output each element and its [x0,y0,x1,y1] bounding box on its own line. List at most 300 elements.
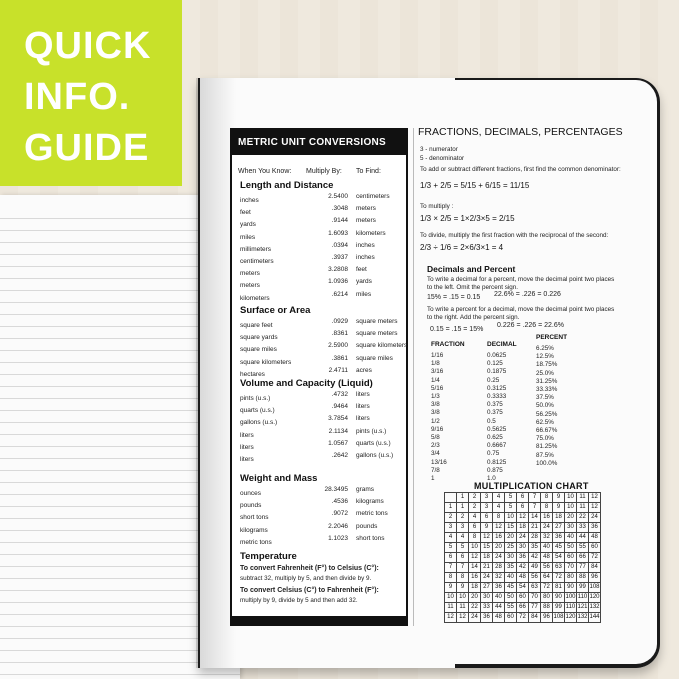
mult-cell: 63 [529,583,541,593]
unit-from: inches [240,197,259,204]
mult-cell: 10 [565,493,577,503]
unit-to: meters [356,205,376,213]
mult-cell: 121 [577,603,589,613]
multiplier: .4732 [331,391,348,398]
unit-from: liters [240,456,254,463]
mult-cell: 132 [589,603,601,613]
unit-from: pints (u.s.) [240,395,271,402]
mult-cell: 12 [445,613,457,623]
mult-row [445,513,601,523]
unit-to: short tons [356,534,385,542]
multiply-note: To multiply : [420,203,454,210]
fraction-table-cell: 1/8 [431,360,440,368]
fraction-table-cell: 1 [431,475,435,482]
mult-cell: 40 [541,543,553,553]
mult-cell: 14 [529,513,541,523]
mult-cell: 30 [517,543,529,553]
mult-cell: 9 [481,523,493,533]
mult-cell: 7 [529,503,541,513]
mult-cell: 55 [577,543,589,553]
mult-cell: 72 [553,573,565,583]
fraction-table-cell: 0.25 [487,376,500,384]
mult-cell: 50 [565,543,577,553]
mult-cell: 33 [577,523,589,533]
fraction-table-cell: 0.3125 [487,384,507,392]
mult-row [445,573,601,583]
unit-to: pints (u.s.) [356,427,387,435]
mult-row [445,533,601,543]
mult-cell: 11 [577,493,589,503]
mult-cell: 6 [481,513,493,523]
add-equation: 1/3 + 2/5 = 5/15 + 6/15 = 11/15 [420,181,530,190]
mult-cell: 108 [589,583,601,593]
temperature-title: Temperature [240,551,297,562]
fraction-table-cell: 0.625 [487,434,503,441]
mult-cell: 2 [469,493,481,503]
multiplier: 2.5400 [328,193,348,200]
unit-from: feet [240,209,251,217]
mult-cell: 35 [529,543,541,553]
mult-cell: 3 [445,523,457,533]
mult-cell: 18 [481,553,493,563]
multiplier: 2.5900 [328,342,348,350]
metric-conversion-panel [230,128,408,626]
mult-cell: 44 [493,603,505,613]
fraction-table-cell: 3/8 [431,401,440,409]
fraction-table-cell: 31.25% [536,377,558,385]
multiplier: 1.0936 [328,278,348,286]
mult-cell: 96 [541,613,553,623]
mult-row [445,543,601,553]
unit-from: meters [240,270,260,278]
multiplier: .3048 [331,205,348,213]
mult-cell: 11 [457,603,469,613]
mult-cell: 30 [481,593,493,603]
unit-to: yards [356,278,372,286]
mult-cell: 6 [445,553,457,563]
mult-cell: 5 [457,543,469,553]
mult-cell: 110 [577,593,589,603]
mult-cell: 8 [457,573,469,583]
metric-section-title: Volume and Capacity (Liquid) [240,378,373,389]
mult-cell: 70 [529,593,541,603]
mult-cell: 80 [565,573,577,583]
divide-equation: 2/3 ÷ 1/6 = 2×6/3×1 = 4 [420,243,504,252]
col-know: When You Know: [238,168,292,175]
fraction-table-cell: 0.6667 [487,442,507,450]
mult-cell: 96 [589,573,601,583]
divide-note: To divide, multiply the first fraction with the reciprocal of the second: [420,232,609,239]
mult-cell: 8 [445,573,457,583]
unit-to: centimeters [356,193,390,200]
metric-footer-bar [232,616,406,624]
multiplier: 1.0567 [328,439,348,447]
mult-cell: 4 [493,503,505,513]
mult-cell: 18 [517,523,529,533]
unit-to: square meters [356,318,398,325]
unit-to: pounds [356,522,378,530]
mult-row [445,603,601,613]
mult-cell: 24 [541,523,553,533]
fraction-table-cell: 1/3 [431,393,440,400]
mult-cell: 88 [577,573,589,583]
denominator-note: 5 - denominator [420,155,465,162]
mult-cell: 27 [553,523,565,533]
mult-cell: 1 [457,503,469,513]
metric-section-title: Surface or Area [240,305,311,316]
mult-cell: 10 [445,593,457,603]
fraction-table-cell: 9/16 [431,425,444,433]
mult-cell: 7 [529,493,541,503]
unit-from: square feet [240,322,273,329]
mult-cell: 18 [553,513,565,523]
mult-cell: 21 [529,523,541,533]
mult-cell: 72 [589,553,601,563]
mult-cell: 12 [481,533,493,543]
multiplier: .0394 [331,241,348,249]
mult-cell: 63 [553,563,565,573]
mult-cell: 8 [541,493,553,503]
mult-cell: 60 [565,553,577,563]
fraction-table-cell: 0.5 [487,417,496,425]
mult-cell: 33 [481,603,493,613]
mult-cell: 77 [529,603,541,613]
fraction-table-cell: 0.8125 [487,458,507,466]
mult-cell: 21 [481,563,493,573]
mult-cell: 10 [469,543,481,553]
mult-cell: 36 [517,553,529,563]
decimals-title: Decimals and Percent [427,264,516,274]
mult-cell: 20 [505,533,517,543]
mult-cell: 55 [505,603,517,613]
multiplier: .3937 [331,254,348,261]
multiplier: 3.7854 [328,415,348,423]
mult-cell: 20 [469,593,481,603]
fraction-table-header: DECIMAL [487,341,517,348]
mult-cell: 99 [553,603,565,613]
mult-cell: 7 [457,563,469,573]
mult-cell: 10 [457,593,469,603]
fraction-table-cell: 56.25% [536,410,558,418]
mult-cell: 9 [553,503,565,513]
mult-cell: 36 [481,613,493,623]
unit-from: square yards [240,334,278,342]
mult-cell: 40 [505,573,517,583]
unit-from: square kilometers [240,358,292,366]
mult-cell: 24 [481,573,493,583]
to-decimal-eq-2: 22.6% = .226 = 0.226 [494,291,561,298]
mult-cell: 6 [469,523,481,533]
mult-cell: 1 [457,493,469,503]
mult-cell: 4 [457,533,469,543]
unit-from: hectares [240,370,265,378]
mult-cell: 4 [493,493,505,503]
unit-to: kilometers [356,229,386,237]
fractions-title: FRACTIONS, DECIMALS, PERCENTAGES [418,126,623,138]
metric-title: METRIC UNIT CONVERSIONS [232,130,406,155]
fraction-table-cell: 0.0625 [487,352,507,359]
numerator-note: 3 - numerator [420,146,458,153]
badge-line-3: GUIDE [24,127,150,169]
mult-cell: 18 [469,583,481,593]
multiplication-title: MULTIPLICATION CHART [474,481,589,491]
mult-cell: 49 [529,563,541,573]
multiplier: 3.2808 [328,266,348,274]
mult-row [445,523,601,533]
to-percent-note: To write a percent for a decimal, move the decimal point two places to the right. Add the percent sign. [427,306,615,321]
mult-cell: 3 [457,523,469,533]
mult-cell: 48 [541,553,553,563]
mult-cell: 110 [565,603,577,613]
mult-cell: 48 [493,613,505,623]
mult-row [445,613,601,623]
multiply-equation: 1/3 × 2/5 = 1×2/3×5 = 2/15 [420,214,515,223]
mult-cell: 30 [505,553,517,563]
unit-from: millimeters [240,245,272,253]
mult-cell: 24 [517,533,529,543]
mult-cell: 60 [505,613,517,623]
mult-cell: 144 [589,613,601,623]
fraction-table-cell: 7/8 [431,466,440,474]
unit-to: quarts (u.s.) [356,439,391,447]
mult-cell: 36 [493,583,505,593]
mult-cell: 16 [541,513,553,523]
mult-cell: 8 [469,533,481,543]
mult-cell: 32 [541,533,553,543]
mult-cell: 2 [469,503,481,513]
metric-section-title: Length and Distance [240,180,334,191]
column-divider [413,128,414,626]
mult-cell: 22 [469,603,481,613]
mult-cell: 3 [481,503,493,513]
mult-cell: 12 [589,493,601,503]
mult-cell: 10 [565,503,577,513]
fraction-table-cell: 3/8 [431,409,440,417]
to-percent-eq-2: 0.226 = .226 = 22.6% [497,322,564,329]
fraction-table-cell: 13/16 [431,458,447,466]
unit-to: inches [356,254,375,261]
mult-cell: 5 [445,543,457,553]
fraction-table-cell: 100.0% [536,459,558,467]
unit-from: kilometers [240,294,270,302]
f-to-c-heading: To convert Fahrenheit (F°) to Celsius (C°): [240,565,379,572]
mult-cell: 20 [565,513,577,523]
mult-cell: 48 [517,573,529,583]
unit-from: liters [240,443,254,451]
mult-cell: 20 [493,543,505,553]
mult-row [445,553,601,563]
f-to-c-text: subtract 32, multiply by 5, and then divide by 9. [240,575,372,582]
multiplier: 28.3495 [324,486,348,493]
unit-to: square meters [356,330,398,338]
multiplier: 1.1023 [328,534,348,542]
multiplier: .9072 [331,510,348,518]
mult-row [445,563,601,573]
mult-cell: 30 [565,523,577,533]
mult-cell: 6 [517,503,529,513]
unit-from: pounds [240,502,262,510]
mult-cell: 12 [469,553,481,563]
badge-line-2: INFO. [24,76,131,118]
mult-cell: 72 [541,583,553,593]
mult-cell: 120 [589,593,601,603]
unit-from: square miles [240,346,277,354]
fraction-table-cell: 0.125 [487,360,503,368]
mult-cell: 2 [457,513,469,523]
fraction-table-cell: 0.1875 [487,368,507,376]
mult-cell: 54 [517,583,529,593]
mult-cell: 36 [589,523,601,533]
fraction-table-cell: 33.33% [536,386,558,393]
mult-cell: 77 [577,563,589,573]
unit-to: gallons (u.s.) [356,452,394,459]
mult-cell: 22 [577,513,589,523]
fraction-table-cell: 87.5% [536,451,554,459]
fraction-table-cell: 1/4 [431,376,440,384]
fraction-table-cell: 6.25% [536,345,554,352]
quick-info-badge [0,0,182,186]
mult-row [445,503,601,513]
mult-cell: 4 [469,513,481,523]
unit-from: liters [240,431,254,439]
mult-cell [445,493,457,503]
mult-cell: 3 [481,493,493,503]
fraction-table-cell: 1/2 [431,417,440,425]
mult-cell: 2 [445,513,457,523]
unit-from: quarts (u.s.) [240,407,275,415]
mult-cell: 42 [529,553,541,563]
unit-to: kilograms [356,498,384,506]
col-multiply: Multiply By: [306,168,342,175]
c-to-f-text: multiply by 9, divide by 5 and then add 32. [240,597,358,604]
fraction-table-cell: 66.67% [536,427,558,434]
mult-row [445,493,601,503]
fraction-table-header: PERCENT [536,334,568,341]
unit-to: metric tons [356,510,388,518]
mult-cell: 81 [553,583,565,593]
multiplier: .6214 [331,290,348,298]
mult-cell: 12 [493,523,505,533]
unit-from: short tons [240,514,269,522]
fraction-table-cell: 50.0% [536,402,554,410]
mult-cell: 1 [445,503,457,513]
mult-cell: 42 [517,563,529,573]
multiplier: 2.1134 [328,427,348,435]
mult-cell: 44 [577,533,589,543]
badge-line-1: QUICK [24,25,152,67]
unit-from: yards [240,221,256,229]
mult-cell: 6 [457,553,469,563]
fraction-table-cell: 12.5% [536,353,554,361]
mult-cell: 8 [493,513,505,523]
fraction-table-cell: 37.5% [536,394,554,402]
mult-cell: 48 [589,533,601,543]
unit-from: gallons (u.s.) [240,419,278,427]
mult-cell: 45 [505,583,517,593]
mult-cell: 6 [517,493,529,503]
multiplier: .9144 [331,217,348,225]
fraction-table-cell: 25.0% [536,369,554,377]
multiplier: .9464 [331,403,348,411]
mult-cell: 28 [529,533,541,543]
mult-cell: 11 [445,603,457,613]
fraction-table-cell: 0.5625 [487,425,507,433]
mult-cell: 15 [505,523,517,533]
unit-to: liters [356,403,370,411]
mult-cell: 88 [541,603,553,613]
mult-cell: 4 [445,533,457,543]
unit-to: liters [356,415,370,423]
multiplier: 2.4711 [328,366,348,374]
mult-cell: 120 [565,613,577,623]
fraction-table-cell: 1.0 [487,475,496,482]
mult-cell: 60 [517,593,529,603]
unit-to: liters [356,391,370,398]
unit-from: meters [240,282,260,290]
mult-cell: 90 [553,593,565,603]
fraction-table-header: FRACTION [431,341,465,348]
fraction-table-cell: 81.25% [536,443,558,451]
mult-row [445,583,601,593]
unit-from: miles [240,233,256,241]
mult-cell: 32 [493,573,505,583]
fraction-table-cell: 5/8 [431,434,440,441]
unit-to: square miles [356,354,393,362]
mult-cell: 5 [505,493,517,503]
mult-cell: 24 [589,513,601,523]
mult-cell: 36 [553,533,565,543]
mult-cell: 108 [553,613,565,623]
unit-from: ounces [240,490,261,497]
to-decimal-eq-1: 15% = .15 = 0.15 [427,294,481,301]
mult-cell: 5 [505,503,517,513]
multiplier: .8361 [331,330,348,338]
unit-to: square kilometers [356,342,408,350]
mult-cell: 35 [505,563,517,573]
mult-cell: 7 [445,563,457,573]
fraction-table-cell: 3/4 [431,450,440,458]
unit-to: meters [356,217,376,225]
mult-cell: 16 [469,573,481,583]
mult-cell: 28 [493,563,505,573]
mult-cell: 56 [529,573,541,583]
unit-to: acres [356,366,372,374]
unit-from: metric tons [240,538,272,546]
multiplier: .2642 [331,452,348,459]
multiplier: .0929 [331,318,348,325]
fraction-table-cell: 2/3 [431,442,440,450]
fraction-table-cell: 0.3333 [487,393,507,400]
mult-cell: 12 [517,513,529,523]
mult-cell: 132 [577,613,589,623]
mult-cell: 56 [541,563,553,573]
mult-cell: 14 [469,563,481,573]
mult-cell: 24 [493,553,505,563]
fraction-table-cell: 0.75 [487,450,500,458]
mult-cell: 10 [505,513,517,523]
mult-cell: 8 [541,503,553,513]
multiplier: .4536 [331,498,348,506]
mult-cell: 84 [589,563,601,573]
unit-from: kilograms [240,526,268,534]
add-note: To add or subtract different fractions, first find the common denominator: [420,166,621,173]
mult-cell: 27 [481,583,493,593]
mult-cell: 100 [565,593,577,603]
fraction-table-cell: 0.375 [487,409,503,417]
unit-to: feet [356,266,367,274]
to-decimal-note: To write a decimal for a percent, move the decimal point two places to the left. Omit the percent sign. [427,276,615,291]
unit-to: grams [356,486,375,493]
